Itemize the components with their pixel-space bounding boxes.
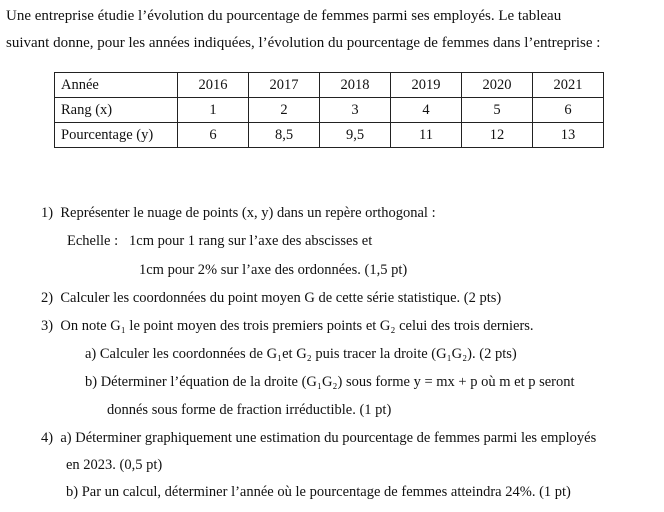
row-label: Année [55,73,178,98]
scale-line-x [67,233,372,250]
table-cell: 4 [391,98,462,123]
question-3-number: 3) [41,318,54,334]
table-cell: 2020 [462,73,533,98]
table-cell: 2019 [391,73,462,98]
table-cell: 11 [391,123,462,148]
question-4a-line-1: a) Déterminer graphiquement une estimation du pourcentage de femmes parmi les employés [60,430,597,446]
question-3a: a) Calculer les coordonnées de G₁et G₂ puis tracer la droite (G₁G₂). (2 pts) [85,346,517,362]
question-3-text: On note G₁ le point moyen des trois premiers points et G₂ celui des trois derniers. [60,318,534,334]
table-cell: 6 [533,98,604,123]
table-row [55,98,604,123]
question-3b-line-1: b) Déterminer l’équation de la droite (G₁G₂) sous forme y = mx + p où m et p seront [85,374,575,390]
row-label: Rang (x) [55,98,178,123]
question-2-number: 2) [41,290,54,306]
table-cell: 1 [178,98,249,123]
table-cell: 2018 [320,73,391,98]
table-row [55,123,604,148]
table-cell: 13 [533,123,604,148]
table-cell: 9,5 [320,123,391,148]
question-1-number: 1) [41,205,54,221]
table-cell: 2017 [249,73,320,98]
question-2 [41,290,501,307]
question-3b-line-2: donnés sous forme de fraction irréductible. (1 pt) [107,402,392,418]
table-cell: 12 [462,123,533,148]
question-1-text: Représenter le nuage de points (x, y) dans un repère orthogonal : [60,205,436,221]
table-cell: 3 [320,98,391,123]
table-cell: 5 [462,98,533,123]
intro-line-2: suivant donne, pour les années indiquées, l’évolution du pourcentage de femmes dans l’entreprise : [6,35,601,51]
table-cell: 2016 [178,73,249,98]
question-2-text: Calculer les coordonnées du point moyen G de cette série statistique. (2 pts) [60,290,502,306]
intro-line-1: Une entreprise étudie l’évolution du pourcentage de femmes parmi ses employés. Le tableau [6,8,562,24]
question-1 [41,205,436,222]
question-4a-line-2: en 2023. (0,5 pt) [66,457,163,473]
scale-label: Echelle : [67,233,119,249]
table-row [55,73,604,98]
data-table [54,72,604,148]
scale-y-text: 1cm pour 2% sur l’axe des ordonnées. (1,5 pt) [139,262,408,278]
scale-x-text: 1cm pour 1 rang sur l’axe des abscisses et [129,233,373,249]
table-cell: 6 [178,123,249,148]
table-cell: 2021 [533,73,604,98]
question-3 [41,318,534,335]
question-4-number: 4) [41,430,54,446]
table-cell: 8,5 [249,123,320,148]
table-cell: 2 [249,98,320,123]
question-4 [41,430,596,447]
row-label: Pourcentage (y) [55,123,178,148]
question-4b: b) Par un calcul, déterminer l’année où le pourcentage de femmes atteindra 24%. (1 pt) [66,484,571,500]
